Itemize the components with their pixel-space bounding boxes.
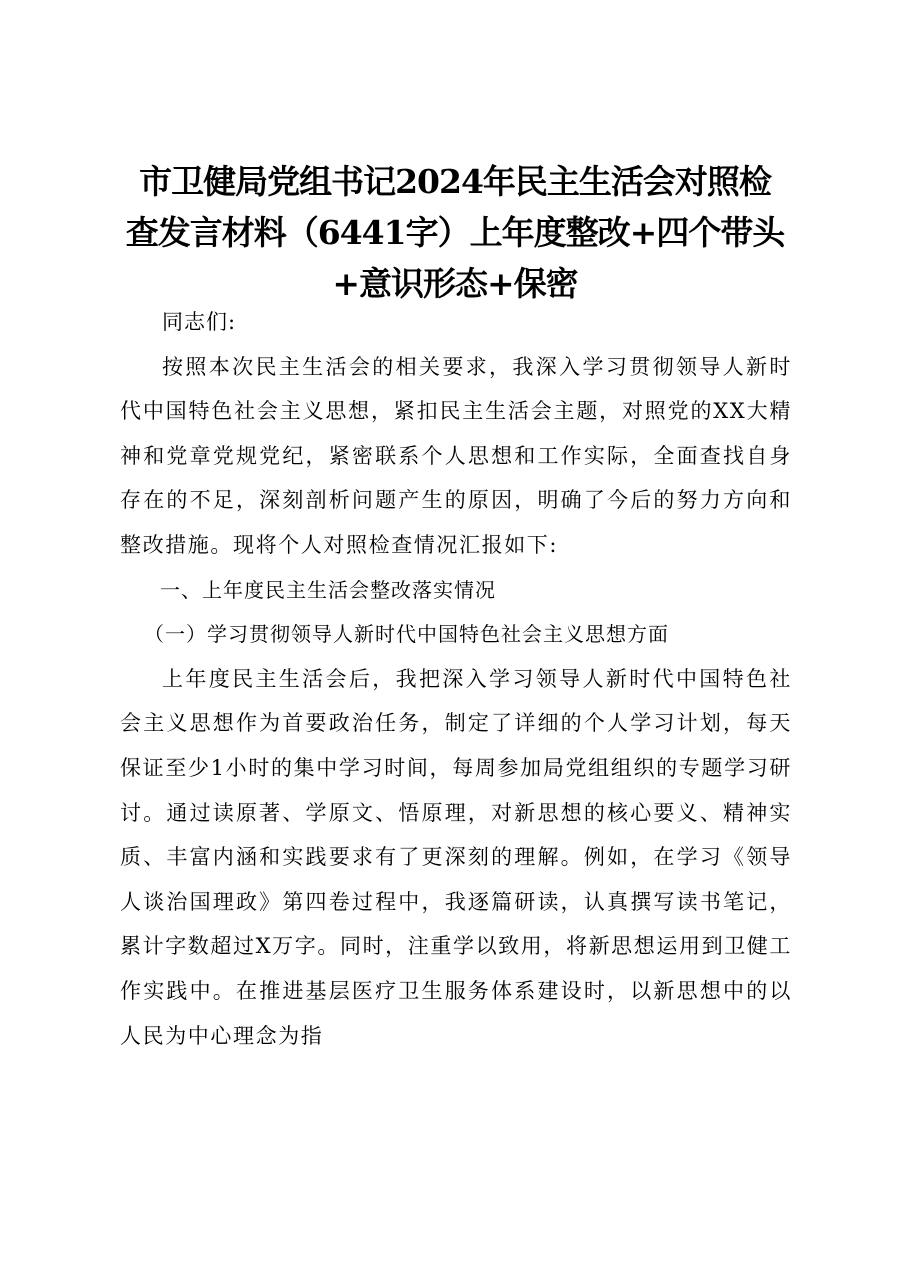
document-title: 市卫健局党组书记2024年民主生活会对照检 查发言材料（6441字）上年度整改+四个带头 +意识形态+保密 bbox=[125, 162, 785, 303]
greeting: 同志们: bbox=[162, 310, 237, 334]
document-body bbox=[120, 300, 792, 1058]
section-heading: 一、上年度民主生活会整改落实情况 bbox=[160, 577, 496, 602]
subsection-heading: （一）学习贯彻领导人新时代中国特色社会主义思想方面 bbox=[144, 622, 669, 647]
intro-paragraph: 按照本次民主生活会的相关要求，我深入学习贯彻领导人新时代中国特色社会主义思想，紧扣民主生活会主题，对照党的XX大精神和党章党规党纪，紧密联系个人思想和工作实际，全面查找自身存在的不足，深刻剖析问题产生的原因，明确了今后的努力方向和整改措施。现将个人对照检查情况汇报如下: bbox=[120, 354, 792, 557]
body-paragraph: 上年度民主生活会后，我把深入学习领导人新时代中国特色社会主义思想作为首要政治任务，制定了详细的个人学习计划，每天保证至少1小时的集中学习时间，每周参加局党组组织的专题学习研讨。通过读原著、学原文、悟原理，对新思想的核心要义、精神实质、丰富内涵和实践要求有了更深刻的理解。例如，在学习《领导人谈治国理政》第四卷过程中，我逐篇研读，认真撰写读书笔记，累计字数超过X万字。同时，注重学以致用，将新思想运用到卫健工作实践中。在推进基层医疗卫生服务体系建设时，以新思想中的以人民为中心理念为指 bbox=[120, 666, 792, 1048]
